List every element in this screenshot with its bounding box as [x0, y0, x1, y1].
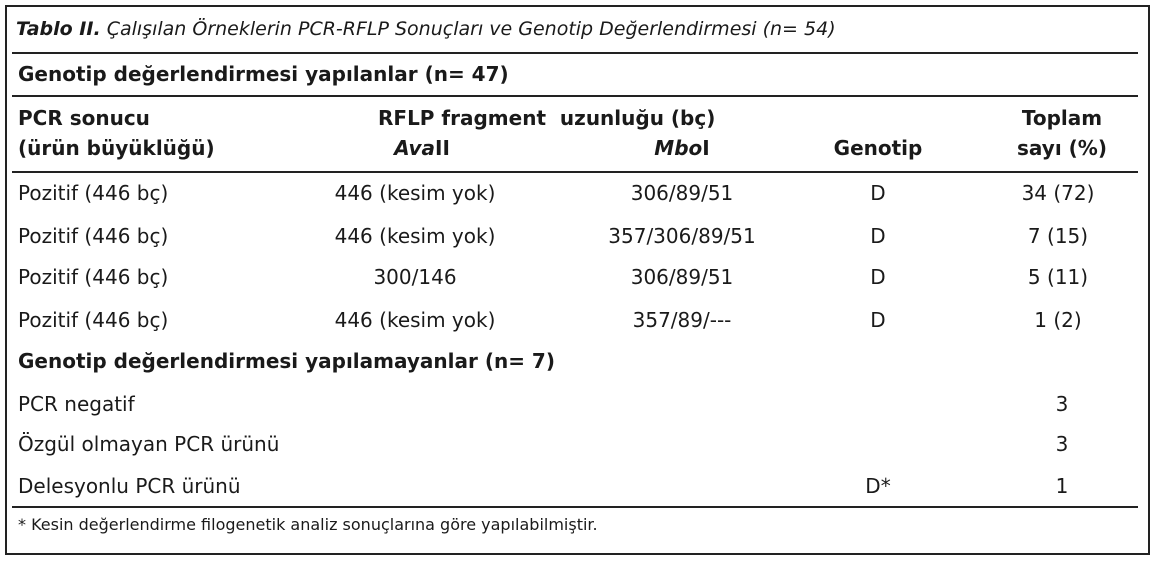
- header-total-line2: sayı (%): [1017, 136, 1107, 160]
- header-rflp-title: RFLP fragment uzunluğu (bç): [378, 106, 716, 130]
- table-row-1-mbo: 306/89/51: [630, 181, 734, 205]
- table-row-7-label: Delesyonlu PCR ürünü: [18, 474, 241, 498]
- footer-rule: [12, 506, 1138, 508]
- table-row-2-genotip: D: [870, 224, 886, 248]
- table-row-1-ava: 446 (kesim yok): [334, 181, 496, 205]
- table-row-4-genotip: D: [870, 308, 886, 332]
- footnote: * Kesin değerlendirme filogenetik analiz sonuçlarına göre yapılabilmiştir.: [18, 515, 598, 534]
- header-pcr-line2: (ürün büyüklüğü): [18, 136, 215, 160]
- caption-text: Çalışılan Örneklerin PCR-RFLP Sonuçları ve Genotip Değerlendirmesi (n= 54): [100, 18, 836, 40]
- table-row-5-total: 3: [1055, 392, 1069, 416]
- header-mboi: MboI: [654, 136, 710, 160]
- caption-rule: [12, 52, 1138, 54]
- table-row-3-total: 5 (11): [1027, 265, 1089, 289]
- table-row-4-ava: 446 (kesim yok): [334, 308, 496, 332]
- table-row-1-genotip: D: [870, 181, 886, 205]
- table-row-2-ava: 446 (kesim yok): [334, 224, 496, 248]
- section-title-not-evaluated: Genotip değerlendirmesi yapılamayanlar (n= 7): [18, 349, 555, 373]
- table-row-2-total: 7 (15): [1027, 224, 1089, 248]
- header-pcr-line1: PCR sonucu: [18, 106, 150, 130]
- table-row-2-pcr: Pozitif (446 bç): [18, 224, 169, 248]
- table-row-7-genotip: D*: [865, 474, 891, 498]
- table-row-3-pcr: Pozitif (446 bç): [18, 265, 169, 289]
- table-row-2-mbo: 357/306/89/51: [608, 224, 756, 248]
- table-row-6-label: Özgül olmayan PCR ürünü: [18, 432, 280, 456]
- header-avaii: AvaII: [394, 136, 450, 160]
- table-row-5-label: PCR negatif: [18, 392, 135, 416]
- table-row-4-pcr: Pozitif (446 bç): [18, 308, 169, 332]
- caption-label: Tablo II.: [16, 18, 101, 40]
- section-title-evaluated: Genotip değerlendirmesi yapılanlar (n= 47): [18, 62, 509, 86]
- table-row-4-mbo: 357/89/---: [632, 308, 732, 332]
- table-row-4-total: 1 (2): [1034, 308, 1082, 332]
- table-row-3-mbo: 306/89/51: [630, 265, 734, 289]
- table-caption: [16, 18, 836, 40]
- table-row-1-total: 34 (72): [1021, 181, 1095, 205]
- table-frame: [5, 5, 1150, 555]
- header-rule: [12, 171, 1138, 173]
- table-row-6-total: 3: [1055, 432, 1069, 456]
- header-total-line1: Toplam: [1021, 106, 1103, 130]
- table-row-1-pcr: Pozitif (446 bç): [18, 181, 169, 205]
- section-rule: [12, 95, 1138, 97]
- table-row-3-genotip: D: [870, 265, 886, 289]
- table-row-7-total: 1: [1055, 474, 1069, 498]
- header-genotip: Genotip: [833, 136, 923, 160]
- table-row-3-ava: 300/146: [373, 265, 457, 289]
